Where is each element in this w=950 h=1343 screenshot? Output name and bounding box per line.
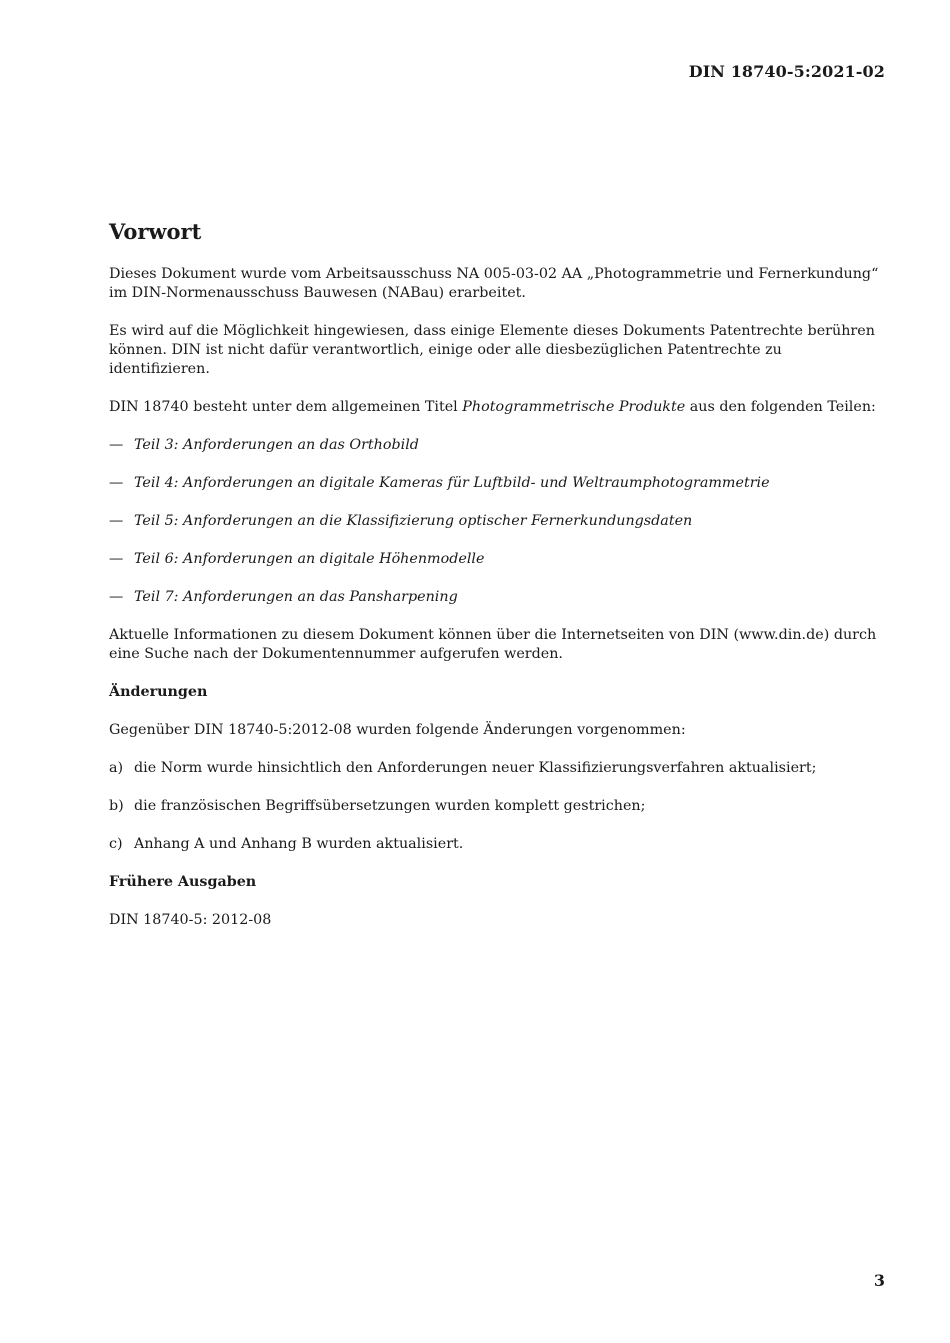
list-item-part-7 bbox=[109, 588, 887, 607]
list-marker: a) bbox=[109, 760, 124, 776]
paragraph-changes-intro: Gegenüber DIN 18740-5:2012-08 wurden folgende Änderungen vorgenommen: bbox=[109, 722, 686, 738]
change-text: Anhang A und Anhang B wurden aktualisiert. bbox=[134, 836, 464, 852]
dash-mark: — bbox=[109, 437, 124, 453]
dash-mark: — bbox=[109, 589, 124, 605]
list-item-change-a bbox=[109, 759, 887, 778]
list-marker: c) bbox=[109, 836, 123, 852]
list-item-part-4 bbox=[109, 474, 887, 493]
page-number: 3 bbox=[873, 1271, 885, 1290]
part-label: Teil 5: Anforderungen an die Klassifizierung optischer Fernerkundungsdaten bbox=[134, 513, 693, 529]
paragraph-earlier-editions: DIN 18740-5: 2012-08 bbox=[109, 912, 272, 928]
paragraph-committee: Dieses Dokument wurde vom Arbeitsausschuss NA 005-03-02 AA „Photogrammetrie und Fernerkundung“ im DIN-Normenausschuss Bauwesen (NABau) erarbeitet. bbox=[109, 266, 879, 301]
page-content bbox=[109, 218, 887, 949]
list-item-change-b bbox=[109, 797, 887, 816]
paragraph-parts-intro bbox=[109, 398, 887, 417]
change-text: die Norm wurde hinsichtlich den Anforderungen neuer Klassifizierungsverfahren aktualisiert; bbox=[134, 760, 817, 776]
paragraph-current-info: Aktuelle Informationen zu diesem Dokument können über die Internetseiten von DIN (www.din.de) durch eine Suche nach der Dokumentennummer aufgerufen werden. bbox=[109, 627, 877, 662]
parts-intro-after: aus den folgenden Teilen: bbox=[685, 399, 876, 415]
dash-mark: — bbox=[109, 551, 124, 567]
list-item-part-3 bbox=[109, 436, 887, 455]
document-id-header: DIN 18740-5:2021-02 bbox=[688, 62, 885, 81]
heading-earlier-editions: Frühere Ausgaben bbox=[109, 874, 257, 890]
paragraph-patent-notice: Es wird auf die Möglichkeit hingewiesen, dass einige Elemente dieses Dokuments Patentrechte berühren können. DIN ist nicht dafür verantwortlich, einige oder alle diesbezüglichen Patentrechte zu identifizieren. bbox=[109, 323, 875, 377]
list-item-change-c bbox=[109, 835, 887, 854]
list-item-part-6 bbox=[109, 550, 887, 569]
part-label: Teil 7: Anforderungen an das Pansharpening bbox=[134, 589, 458, 605]
parts-intro-before: DIN 18740 besteht unter dem allgemeinen Titel bbox=[109, 399, 463, 415]
change-text: die französischen Begriffsübersetzungen wurden komplett gestrichen; bbox=[134, 798, 646, 814]
dash-mark: — bbox=[109, 513, 124, 529]
part-label: Teil 4: Anforderungen an digitale Kameras für Luftbild- und Weltraumphotogrammetrie bbox=[134, 475, 770, 491]
dash-mark: — bbox=[109, 475, 124, 491]
list-item-part-5 bbox=[109, 512, 887, 531]
part-label: Teil 6: Anforderungen an digitale Höhenmodelle bbox=[134, 551, 485, 567]
part-label: Teil 3: Anforderungen an das Orthobild bbox=[134, 437, 419, 453]
section-title: Vorwort bbox=[109, 219, 202, 244]
heading-changes: Änderungen bbox=[109, 684, 208, 700]
list-marker: b) bbox=[109, 798, 124, 814]
parts-intro-title: Photogrammetrische Produkte bbox=[462, 399, 686, 415]
